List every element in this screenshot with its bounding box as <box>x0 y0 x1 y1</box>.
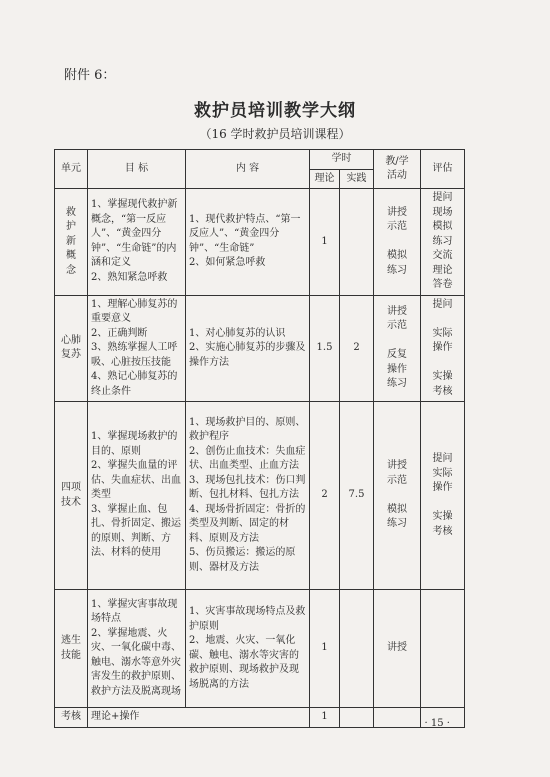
objective-cell: 1、掌握现场救护的目的、原则 2、掌握失血量的评估、失血症状、出血类型 3、掌握止血、包扎、骨折固定、搬运的原则、判断、方法、材料的使用 <box>88 402 186 590</box>
theory-cell: 1 <box>310 189 340 296</box>
header-unit: 单元 <box>55 150 88 189</box>
content-cell: 1、现场救护目的、原则、救护程序 2、创伤止血技术：失血症状、出血类型、止血方法 3、现场包扎技术：伤口判断、包扎材料、包扎方法 4、现场骨折固定：骨折的类型及判断、固定的材料、原则及方法 5、伤员搬运：搬运的原则、器材及方法 <box>186 402 310 590</box>
objective-cell: 1、理解心肺复苏的重要意义 2、正确判断 3、熟练掌握人工呼吸、心脏按压技能 4、熟记心肺复苏的终止条件 <box>88 295 186 402</box>
objective-cell: 1、掌握灾害事故现场特点 2、掌握地震、火灾、一氧化碳中毒、触电、溺水等意外灾害发生的救护原则、救护方法及脱离现场 <box>88 590 186 708</box>
activity-cell: 讲授 <box>374 590 421 708</box>
header-content: 内 容 <box>186 150 310 189</box>
header-assessment: 评估 <box>421 150 465 189</box>
activity-cell: 讲授 示范 模拟 练习 <box>374 189 421 296</box>
activity-cell: 讲授 示范 反复 操作 练习 <box>374 295 421 402</box>
assessment-cell: 提问 现场 模拟 练习 交流 理论 答卷 <box>421 189 465 296</box>
header-objective: 目 标 <box>88 150 186 189</box>
unit-cell: 四项 技术 <box>55 402 88 590</box>
exam-theory-cell: 1 <box>310 708 340 728</box>
table-row <box>55 295 465 402</box>
assessment-cell: 提问 实际 操作 实操 考核 <box>421 402 465 590</box>
page-subtitle: （16 学时救护员培训课程） <box>199 127 351 141</box>
exam-practice-cell <box>340 708 374 728</box>
page-number: · 15 · <box>424 718 450 729</box>
exam-unit-cell: 考核 <box>55 708 88 728</box>
unit-cell: 心肺 复苏 <box>55 295 88 402</box>
practice-cell: 7.5 <box>340 402 374 590</box>
theory-cell: 1.5 <box>310 295 340 402</box>
header-hours: 学时 <box>310 150 374 170</box>
exam-row <box>55 708 465 728</box>
exam-content-cell: 理论+操作 <box>88 708 310 728</box>
attachment-label: 附件 6： <box>64 68 116 83</box>
table-row <box>55 189 465 296</box>
unit-cell: 逃生 技能 <box>55 590 88 708</box>
unit-cell: 救 护 新 概 念 <box>55 189 88 296</box>
table-row <box>55 590 465 708</box>
practice-cell <box>340 189 374 296</box>
activity-cell: 讲授 示范 模拟 练习 <box>374 402 421 590</box>
practice-cell: 2 <box>340 295 374 402</box>
syllabus-table <box>54 149 465 728</box>
practice-cell <box>340 590 374 708</box>
objective-cell: 1、掌握现代救护新概念，“第一反应人”、“黄金四分钟”、“生命链”的内涵和定义 2、熟知紧急呼救 <box>88 189 186 296</box>
content-cell: 1、现代救护特点、“第一反应人”、“黄金四分钟”、“生命链” 2、如何紧急呼救 <box>186 189 310 296</box>
content-cell: 1、对心肺复苏的认识 2、实施心肺复苏的步骤及操作方法 <box>186 295 310 402</box>
theory-cell: 1 <box>310 590 340 708</box>
content-cell: 1、灾害事故现场特点及救护原则 2、地震、火灾、一氧化碳、触电、溺水等灾害的救护原则、现场救护及现场脱离的方法 <box>186 590 310 708</box>
table-row <box>55 402 465 590</box>
assessment-cell <box>421 590 465 708</box>
assessment-cell: 提问 实际 操作 实操 考核 <box>421 295 465 402</box>
page-title: 救护员培训教学大纲 <box>194 101 356 121</box>
exam-activity-cell <box>374 708 421 728</box>
header-practice: 实践 <box>340 169 374 189</box>
theory-cell: 2 <box>310 402 340 590</box>
header-activity: 教/学 活动 <box>374 150 421 189</box>
header-theory: 理论 <box>310 169 340 189</box>
